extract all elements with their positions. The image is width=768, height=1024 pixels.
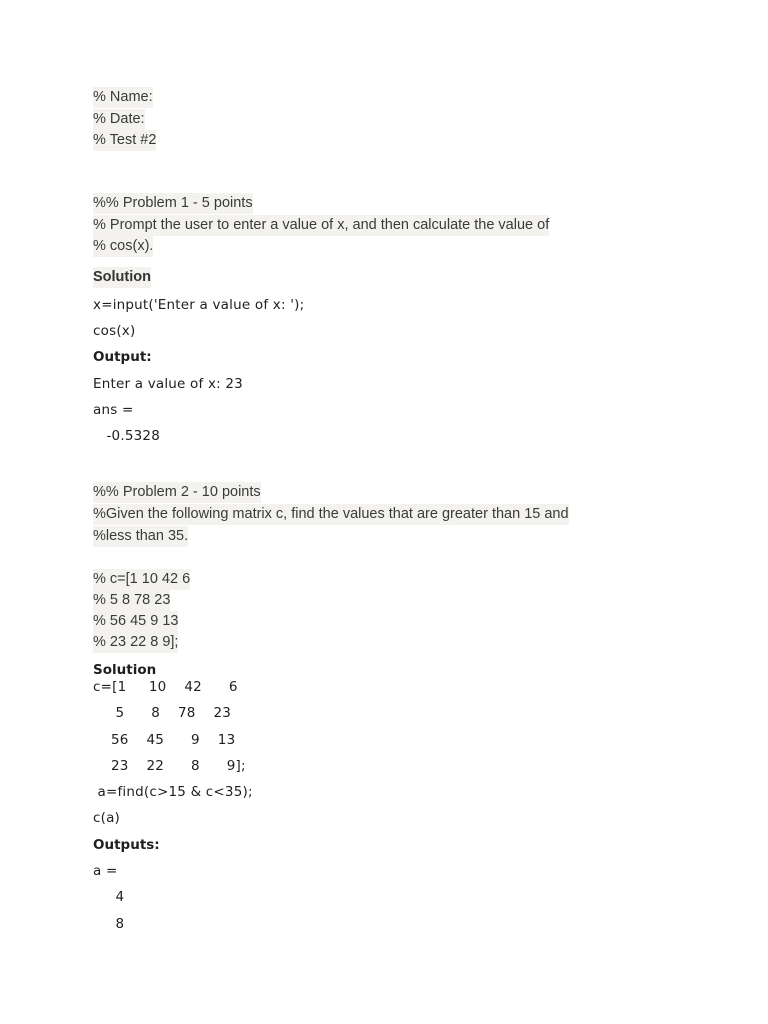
header-test-line: % Test #2 xyxy=(93,130,156,151)
problem1-code-line-2: cos(x) xyxy=(93,323,136,339)
problem1-code-line-1: x=input('Enter a value of x: '); xyxy=(93,297,305,313)
problem2-matrix-comment-3: % 56 45 9 13 xyxy=(93,611,178,632)
problem2-code-line-1: c=[1 10 42 6 xyxy=(93,679,238,695)
problem2-output-line-2: 4 xyxy=(93,889,125,905)
problem1-output-heading: Output: xyxy=(93,349,152,365)
problem2-desc-line-1: %Given the following matrix c, find the values that are greater than 15 and xyxy=(93,504,569,525)
problem2-code-line-2: 5 8 78 23 xyxy=(93,705,232,721)
problem2-code-line-3: 56 45 9 13 xyxy=(93,732,236,748)
problem2-code-line-4: 23 22 8 9]; xyxy=(93,758,246,774)
problem1-output-line-3: -0.5328 xyxy=(93,428,160,444)
problem2-output-heading: Outputs: xyxy=(93,837,160,853)
problem2-title: %% Problem 2 - 10 points xyxy=(93,482,261,503)
problem2-matrix-comment-4: % 23 22 8 9]; xyxy=(93,632,178,653)
problem1-title: %% Problem 1 - 5 points xyxy=(93,193,253,214)
problem2-solution-heading: Solution xyxy=(93,662,157,678)
problem2-output-line-1: a = xyxy=(93,863,118,879)
problem1-desc-line-2: % cos(x). xyxy=(93,236,153,257)
problem1-output-line-2: ans = xyxy=(93,402,134,418)
problem2-desc-line-2: %less than 35. xyxy=(93,526,188,547)
problem1-desc-line-1: % Prompt the user to enter a value of x, and then calculate the value of xyxy=(93,215,549,236)
problem1-solution-heading: Solution xyxy=(93,267,151,288)
problem2-matrix-comment-2: % 5 8 78 23 xyxy=(93,590,170,611)
problem2-matrix-comment-1: % c=[1 10 42 6 xyxy=(93,569,190,590)
header-name-line: % Name: xyxy=(93,87,153,108)
problem2-code-line-5: a=find(c>15 & c<35); xyxy=(93,784,253,800)
problem2-code-line-6: c(a) xyxy=(93,810,121,826)
problem2-output-line-3: 8 xyxy=(93,916,125,932)
problem1-output-line-1: Enter a value of x: 23 xyxy=(93,376,243,392)
header-date-line: % Date: xyxy=(93,109,145,130)
